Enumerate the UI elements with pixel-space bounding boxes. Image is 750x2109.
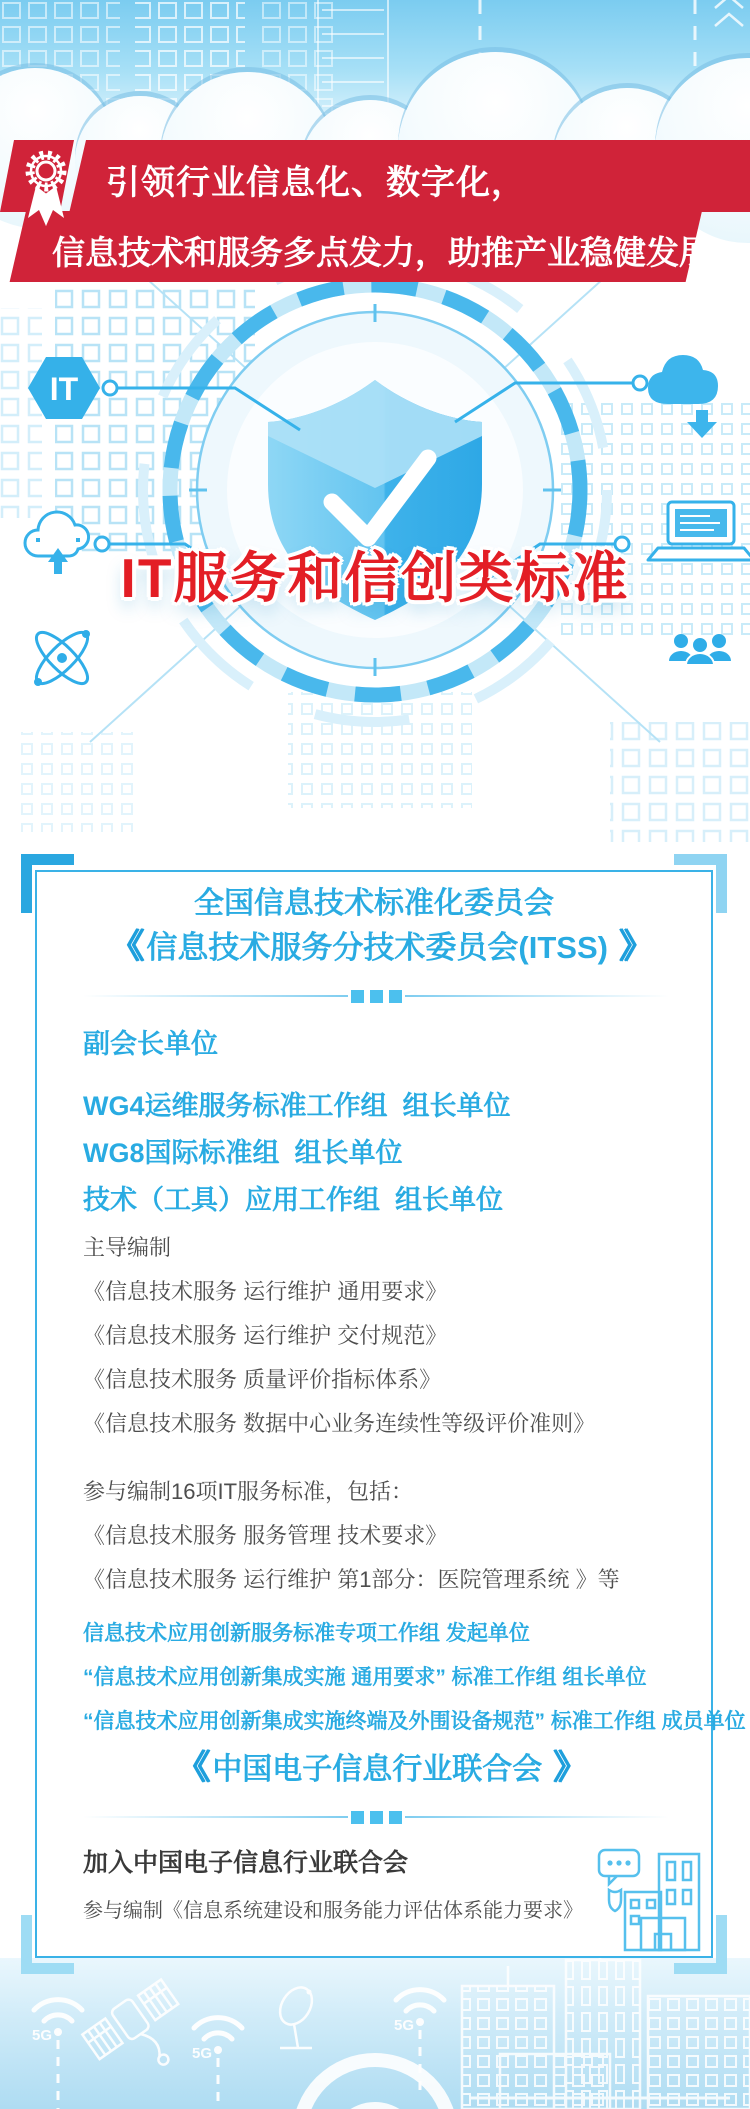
signal-label: 5G bbox=[394, 2017, 415, 2034]
standard-item: 《信息技术服务 运行维护 通用要求》 bbox=[83, 1279, 448, 1304]
it-badge-label: IT bbox=[49, 371, 79, 407]
chevron-left-icon: 《《 bbox=[175, 1749, 196, 1787]
ceia-join-line: 加入中国电子信息行业联合会 bbox=[83, 1849, 409, 1877]
ceia-title bbox=[83, 1746, 665, 1792]
standards-card bbox=[35, 870, 746, 1958]
chevron-right-icon: 》》 bbox=[552, 1749, 573, 1787]
lead-standards-block bbox=[83, 1226, 665, 1446]
workgroup-item: WG8国际标准组 组长单位 bbox=[83, 1138, 403, 1168]
standard-item: 《信息技术服务 质量评价指标体系》 bbox=[83, 1367, 442, 1392]
standard-item: 《信息技术服务 数据中心业务连续性等级评价准则》 bbox=[83, 1411, 596, 1436]
innovation-item: 信息技术应用创新服务标准专项工作组 发起单位 bbox=[83, 1622, 530, 1645]
people-icon bbox=[669, 634, 731, 665]
section-divider bbox=[83, 989, 669, 1003]
itss-title-text: 信息技术服务分技术委员会(ITSS) bbox=[146, 930, 608, 965]
hero-section bbox=[0, 262, 750, 855]
innovation-item: “信息技术应用创新集成实施 通用要求” 标准工作组 组长单位 bbox=[83, 1666, 647, 1689]
section-divider bbox=[83, 1810, 669, 1824]
wifi-5g-icon bbox=[32, 2000, 82, 2109]
medal-icon bbox=[18, 144, 74, 236]
ceia-participate-line: 参与编制《信息系统建设和服务能力评估体系能力要求》 bbox=[83, 1900, 583, 1922]
corner-accent bbox=[674, 854, 727, 913]
lead-label: 主导编制 bbox=[83, 1235, 172, 1260]
standard-item: 《信息技术服务 运行维护 第1部分：医院管理系统 》等 bbox=[83, 1567, 620, 1592]
footer-art bbox=[0, 1958, 750, 2109]
signal-label: 5G bbox=[192, 2045, 213, 2062]
banner-line2: 信息技术和服务多点发力，助推产业稳健发展 bbox=[52, 234, 712, 271]
satellite-icon bbox=[81, 1977, 203, 2093]
standard-item: 《信息技术服务 运行维护 交付规范》 bbox=[83, 1323, 448, 1348]
itss-title-line1: 全国信息技术标准化委员会 bbox=[194, 887, 554, 920]
wifi-5g-icon bbox=[192, 2018, 242, 2109]
atom-icon bbox=[29, 625, 94, 690]
satellite-dish-icon bbox=[274, 1982, 319, 2048]
participate-label: 参与编制16项IT服务标准，包括： bbox=[83, 1479, 414, 1504]
innovation-workgroup-block bbox=[83, 1612, 746, 1744]
itss-title-line2 bbox=[83, 924, 665, 971]
standard-item: 《信息技术服务 服务管理 技术要求》 bbox=[83, 1523, 448, 1548]
workgroup-list bbox=[83, 1083, 665, 1224]
corner-accent bbox=[21, 1915, 74, 1974]
headline-banner bbox=[0, 140, 750, 282]
hero-title: IT服务和信创类标准 bbox=[120, 547, 630, 609]
innovation-item: “信息技术应用创新集成实施终端及外围设备规范” 标准工作组 成员单位 bbox=[83, 1710, 746, 1733]
city-buildings bbox=[462, 1958, 750, 2109]
organization-buildings-icon bbox=[597, 1848, 705, 1952]
banner-line1: 引领行业信息化、数字化， bbox=[106, 164, 526, 202]
chevron-left-icon: 《《 bbox=[109, 928, 130, 966]
chevron-right-icon: 》》 bbox=[618, 928, 639, 966]
corner-accent bbox=[21, 854, 74, 913]
participate-standards-block bbox=[83, 1470, 665, 1602]
footer-cityscape bbox=[0, 1958, 750, 2109]
workgroup-item: 技术（工具）应用工作组 组长单位 bbox=[83, 1185, 504, 1215]
workgroup-item: WG4运维服务标准工作组 组长单位 bbox=[83, 1091, 511, 1121]
ceia-title-text: 中国电子信息行业联合会 bbox=[212, 1753, 543, 1786]
signal-label: 5G bbox=[32, 2027, 53, 2044]
vice-president-label: 副会长单位 bbox=[83, 1029, 218, 1059]
